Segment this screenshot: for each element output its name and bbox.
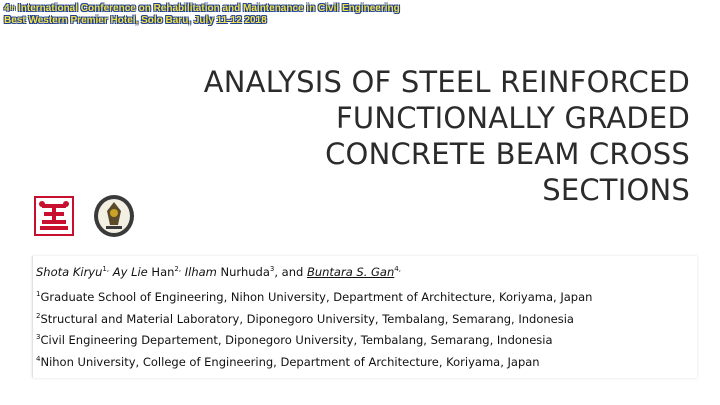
conference-line-1 [4,3,400,15]
affiliation-1 [36,290,592,304]
author-3-given: Ilham [184,265,217,279]
affiliation-3-num: 3 [36,333,41,342]
affiliation-1-text: Graduate School of Engineering, Nihon University, Department of Architecture, Koriyama, Japan [40,290,593,304]
conference-name: International Conference on Rehabilitation and Maintenance in Civil Engineering [15,3,400,14]
author-2-sup: 2, [174,265,182,274]
author-4-sup: 4, [394,265,401,274]
affiliation-2 [36,312,574,326]
author-3-sup: 3 [269,265,275,274]
diponegoro-university-seal [92,193,136,239]
author-2-family: Han [147,265,175,279]
nihon-university-logo [34,196,74,236]
conference-ordinal: 4 [4,3,10,14]
author-3-family: Nurhuda [216,265,270,279]
title-line-2: FUNCTIONALLY GRADED [336,101,690,135]
author-1-sup: 1, [102,265,110,274]
affiliation-4-num: 4 [36,355,41,364]
conference-ordinal-suffix: th [9,6,16,12]
conference-header [4,3,400,27]
affiliation-4-text: Nihon University, College of Engineering, Department of Architecture, Koriyama, Japan [40,355,540,369]
title-line-4: SECTIONS [542,173,690,207]
author-2-given: Ay Lie [112,265,148,279]
title-line-3: CONCRETE BEAM CROSS [325,137,690,171]
affiliation-4 [36,355,540,369]
author-4: Buntara S. Gan [306,265,395,279]
author-list [36,265,401,279]
affiliation-2-num: 2 [36,312,41,321]
affiliation-2-text: Structural and Material Laboratory, Diponegoro University, Tembalang, Semarang, Indonesia [40,312,574,326]
affiliation-3 [36,333,553,347]
affiliation-3-text: Civil Engineering Departement, Diponegoro University, Tembalang, Semarang, Indonesia [40,333,553,347]
author-separator: , and [274,265,307,279]
slide-title [90,64,690,208]
conference-line-2: Best Western Premier Hotel, Solo Baru, July 11-12 2018 [4,15,267,26]
author-1: Shota Kiryu [36,265,103,279]
affiliation-1-num: 1 [36,290,41,299]
title-line-1: ANALYSIS OF STEEL REINFORCED [203,65,690,99]
